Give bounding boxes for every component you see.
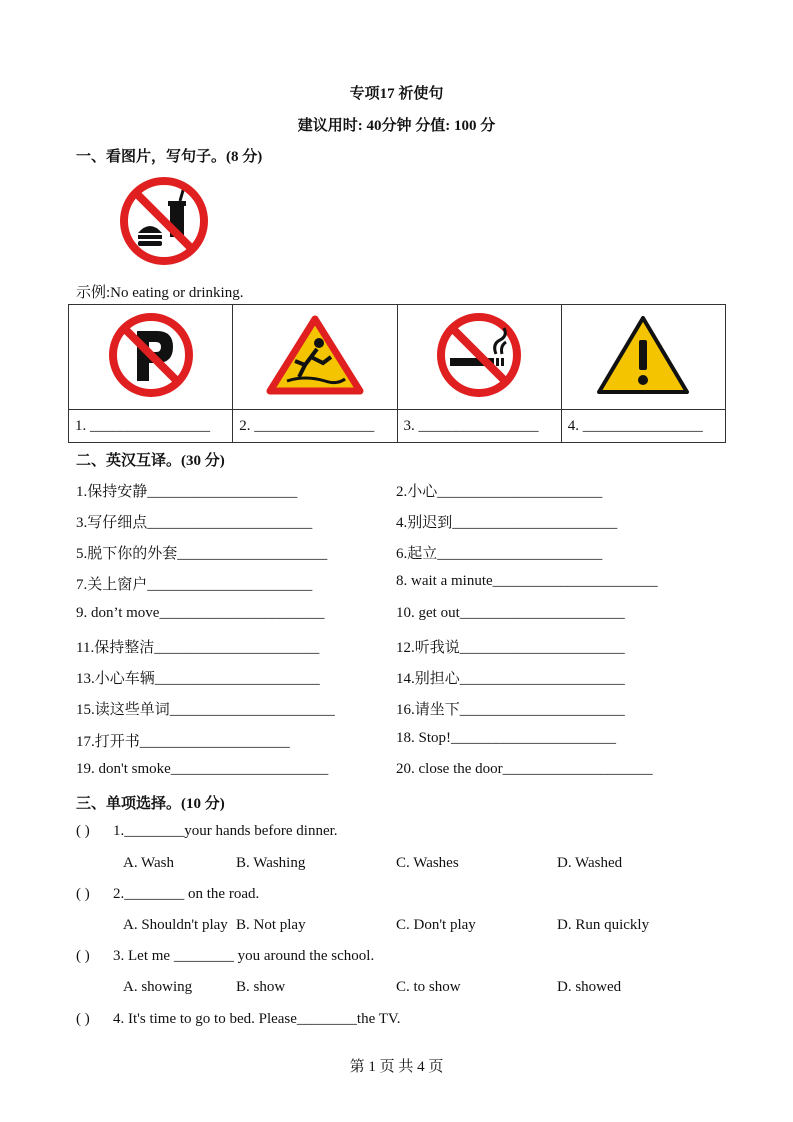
section3-heading: 三、单项选择。(10 分): [76, 796, 225, 812]
translate-item-5[interactable]: 5.脱下你的外套____________________: [76, 546, 328, 562]
translate-item-13[interactable]: 13.小心车辆______________________: [76, 671, 320, 687]
sign-cell-4: [561, 305, 725, 410]
translate-item-18[interactable]: 18. Stop!______________________: [396, 730, 617, 746]
translate-item-4[interactable]: 4.别迟到______________________: [396, 515, 618, 531]
option-2a[interactable]: A. Shouldn't play: [123, 917, 228, 933]
sign-answer-3[interactable]: 3. ________________: [397, 410, 561, 443]
answer-paren-3[interactable]: ( ): [76, 948, 90, 964]
translate-item-17[interactable]: 17.打开书____________________: [76, 734, 290, 750]
option-2b[interactable]: B. Not play: [236, 917, 306, 933]
sign-cell-1: [69, 305, 233, 410]
translate-item-7[interactable]: 7.关上窗户______________________: [76, 577, 313, 593]
translate-item-2[interactable]: 2.小心______________________: [396, 484, 603, 500]
option-3b[interactable]: B. show: [236, 979, 286, 995]
no-parking-icon: [107, 387, 195, 403]
option-1c[interactable]: C. Washes: [396, 855, 459, 871]
translate-item-10[interactable]: 10. get out______________________: [396, 605, 625, 621]
sign-answer-1[interactable]: 1. ________________: [69, 410, 233, 443]
section1-heading: 一、看图片，写句子。(8 分): [76, 149, 263, 165]
question-stem-2: 2.________ on the road.: [113, 886, 260, 902]
question-stem-3: 3. Let me ________ you around the school.: [113, 948, 375, 964]
sign-cell-3: [397, 305, 561, 410]
option-3c[interactable]: C. to show: [396, 979, 461, 995]
option-3a[interactable]: A. showing: [123, 979, 193, 995]
translate-item-11[interactable]: 11.保持整洁______________________: [76, 640, 320, 656]
translate-item-14[interactable]: 14.别担心______________________: [396, 671, 625, 687]
sign-cell-2: [233, 305, 397, 410]
no-eating-drinking-icon: [118, 175, 210, 267]
question-stem-4: 4. It's time to go to bed. Please________the TV.: [113, 1011, 401, 1027]
option-2c[interactable]: C. Don't play: [396, 917, 476, 933]
sign-answer-4[interactable]: 4. ________________: [561, 410, 725, 443]
translate-item-6[interactable]: 6.起立______________________: [396, 546, 603, 562]
answer-paren-1[interactable]: ( ): [76, 823, 90, 839]
no-smoking-icon: [434, 388, 524, 404]
translate-item-1[interactable]: 1.保持安静____________________: [76, 484, 298, 500]
answer-paren-2[interactable]: ( ): [76, 886, 90, 902]
translate-item-16[interactable]: 16.请坐下______________________: [396, 702, 625, 718]
option-1b[interactable]: B. Washing: [236, 855, 306, 871]
translate-item-3[interactable]: 3.写仔细点______________________: [76, 515, 313, 531]
option-2d[interactable]: D. Run quickly: [557, 917, 650, 933]
translate-item-20[interactable]: 20. close the door____________________: [396, 761, 653, 777]
option-3d[interactable]: D. showed: [557, 979, 622, 995]
question-stem-1: 1.________your hands before dinner.: [113, 823, 338, 839]
page-meta: 建议用时: 40分钟 分值: 100 分: [297, 118, 496, 134]
section2-heading: 二、英汉互译。(30 分): [76, 453, 225, 469]
slippery-floor-icon: [265, 385, 365, 401]
answer-paren-4[interactable]: ( ): [76, 1011, 90, 1027]
page-number: 第 1 页 共 4 页: [349, 1059, 444, 1075]
signs-table: [68, 304, 726, 443]
page-title: 专项17 祈使句: [349, 86, 444, 102]
translate-item-9[interactable]: 9. don’t move______________________: [76, 605, 325, 621]
translate-item-19[interactable]: 19. don't smoke_____________________: [76, 761, 329, 777]
sign-answer-2[interactable]: 2. ________________: [233, 410, 397, 443]
translate-item-8[interactable]: 8. wait a minute______________________: [396, 573, 658, 589]
option-1a[interactable]: A. Wash: [123, 855, 175, 871]
translate-item-12[interactable]: 12.听我说______________________: [396, 640, 625, 656]
option-1d[interactable]: D. Washed: [557, 855, 623, 871]
example-sentence: 示例:No eating or drinking.: [76, 285, 244, 301]
warning-icon: [595, 386, 691, 402]
translate-item-15[interactable]: 15.读这些单词______________________: [76, 702, 335, 718]
